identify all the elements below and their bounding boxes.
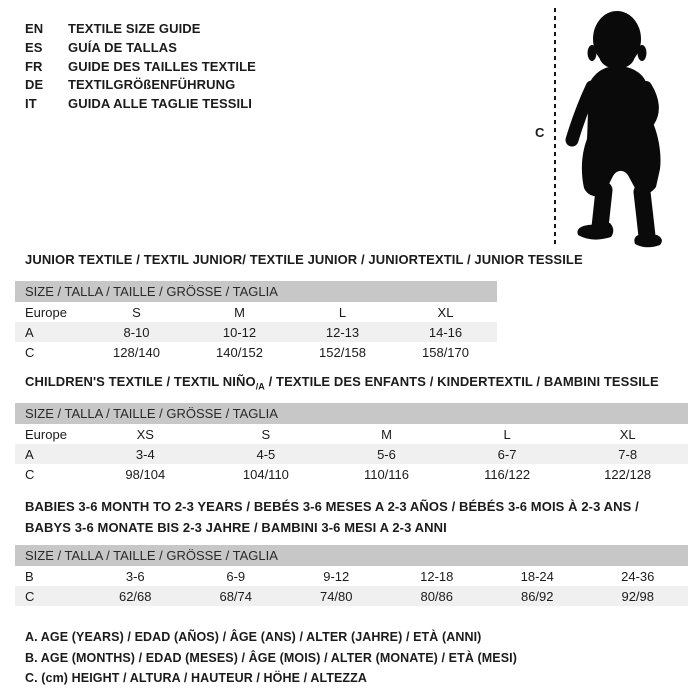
language-title: TEXTILE SIZE GUIDE [68,21,201,36]
table-row [15,322,497,342]
junior-size-table [15,281,497,362]
footnotes [25,627,517,689]
size-cell: M [381,426,392,442]
height-measure-line [554,8,556,248]
height-cell: 110/116 [363,466,410,482]
age-cell: 12-18 [420,568,454,584]
language-row-en [25,20,256,39]
height-cell: 128/140 [113,344,160,360]
language-code: DE [25,77,44,93]
size-header-bar: SIZE / TALLA / TAILLE / GRÖSSE / TAGLIA [15,545,688,566]
height-measure-label: C [535,125,545,140]
row-label: A [25,446,34,462]
height-cell: 140/152 [216,344,263,360]
height-cell: 74/80 [319,588,353,604]
table-row [15,342,497,362]
age-cell: 5-6 [377,446,396,462]
footnote-b: B. AGE (MONTHS) / EDAD (MESES) / ÂGE (MOIS) / ALTER (MONATE) / ETÀ (MESI) [25,650,518,665]
age-cell: 9-12 [323,568,350,584]
height-cell: 116/122 [484,466,531,482]
height-cell: 62/68 [118,588,152,604]
language-code: FR [25,58,43,74]
heading-subscript: /A [255,381,265,392]
height-cell: 92/98 [621,588,655,604]
language-list [25,20,256,114]
size-cell: S [132,304,141,320]
language-row-fr [25,58,256,77]
age-cell: 24-36 [621,568,655,584]
height-cell: 152/158 [319,344,366,360]
size-cell: XL [619,426,636,442]
height-cell: 122/128 [604,466,652,482]
table-row [15,586,688,606]
size-cell: L [503,426,511,442]
table-row [15,302,497,322]
toddler-silhouette-icon [558,8,694,248]
size-cell: XL [437,304,454,320]
size-cell: M [234,304,245,320]
heading-text: CHILDREN'S TEXTILE / TEXTIL NIÑO [25,374,256,389]
size-header-bar: SIZE / TALLA / TAILLE / GRÖSSE / TAGLIA [15,403,688,424]
row-label: Europe [25,304,67,320]
age-cell: 4-5 [256,446,276,462]
age-cell: 3-6 [125,568,145,584]
age-cell: 7-8 [618,446,638,462]
footnote-a: A. AGE (YEARS) / EDAD (AÑOS) / ÂGE (ANS) / ALTER (JAHRE) / ETÀ (ANNI) [25,630,482,644]
size-cell: L [338,304,347,320]
language-row-it [25,95,256,114]
height-cell: 98/104 [125,466,166,482]
age-cell: 6-9 [226,568,246,584]
table-row [15,566,688,586]
age-cell: 3-4 [135,446,155,462]
babies-table-heading-line1: BABIES 3-6 MONTH TO 2-3 YEARS / BEBÉS 3-6 MESES A 2-3 AÑOS / BÉBÉS 3-6 MOIS À 2-3 ANS / [25,499,639,514]
heading-text: / TEXTILE DES ENFANTS / KINDERTEXTIL / BAMBINI TESSILE [264,374,659,389]
language-code: ES [25,39,43,55]
language-title: GUIDA ALLE TAGLIE TESSILI [68,96,253,112]
age-cell: 18-24 [520,568,554,584]
language-row-es [25,39,256,58]
age-cell: 6-7 [497,446,517,462]
babies-table-heading-line2: BABYS 3-6 MONATE BIS 2-3 JAHRE / BAMBINI 3-6 MESI A 2-3 ANNI [25,520,447,535]
height-cell: 86/92 [520,588,554,604]
language-title: GUIDE DES TAILLES TEXTILE [68,58,256,74]
size-header-bar: SIZE / TALLA / TAILLE / GRÖSSE / TAGLIA [15,281,497,302]
age-cell: 12-13 [325,324,360,340]
table-row [15,444,688,464]
row-label: Europe [25,426,67,442]
size-cell: S [261,426,271,442]
height-cell: 104/110 [242,466,289,482]
language-row-de [25,76,256,95]
children-table-heading [25,374,659,392]
language-title: TEXTILGRÖßENFÜHRUNG [68,77,236,93]
age-cell: 10-12 [222,324,257,340]
height-cell: 158/170 [422,344,469,360]
table-row [15,424,688,444]
language-code: IT [25,96,37,112]
height-cell: 68/74 [219,588,253,604]
junior-table-heading: JUNIOR TEXTILE / TEXTIL JUNIOR/ TEXTILE JUNIOR / JUNIORTEXTIL / JUNIOR TESSILE [25,252,583,267]
row-label: C [25,344,35,360]
language-code: EN [25,21,44,36]
children-size-table [15,403,688,484]
row-label: B [25,568,34,584]
language-title: GUÍA DE TALLAS [68,39,178,55]
age-cell: 14-16 [428,324,463,340]
height-cell: 80/86 [420,588,454,604]
footnote-c: C. (cm) HEIGHT / ALTURA / HAUTEUR / HÖHE / ALTEZZA [25,671,368,685]
table-row [15,464,688,484]
age-cell: 8-10 [123,324,150,340]
size-cell: XS [136,426,154,442]
row-label: A [25,324,34,340]
row-label: C [25,588,35,604]
row-label: C [25,466,35,482]
babies-size-table [15,545,688,606]
